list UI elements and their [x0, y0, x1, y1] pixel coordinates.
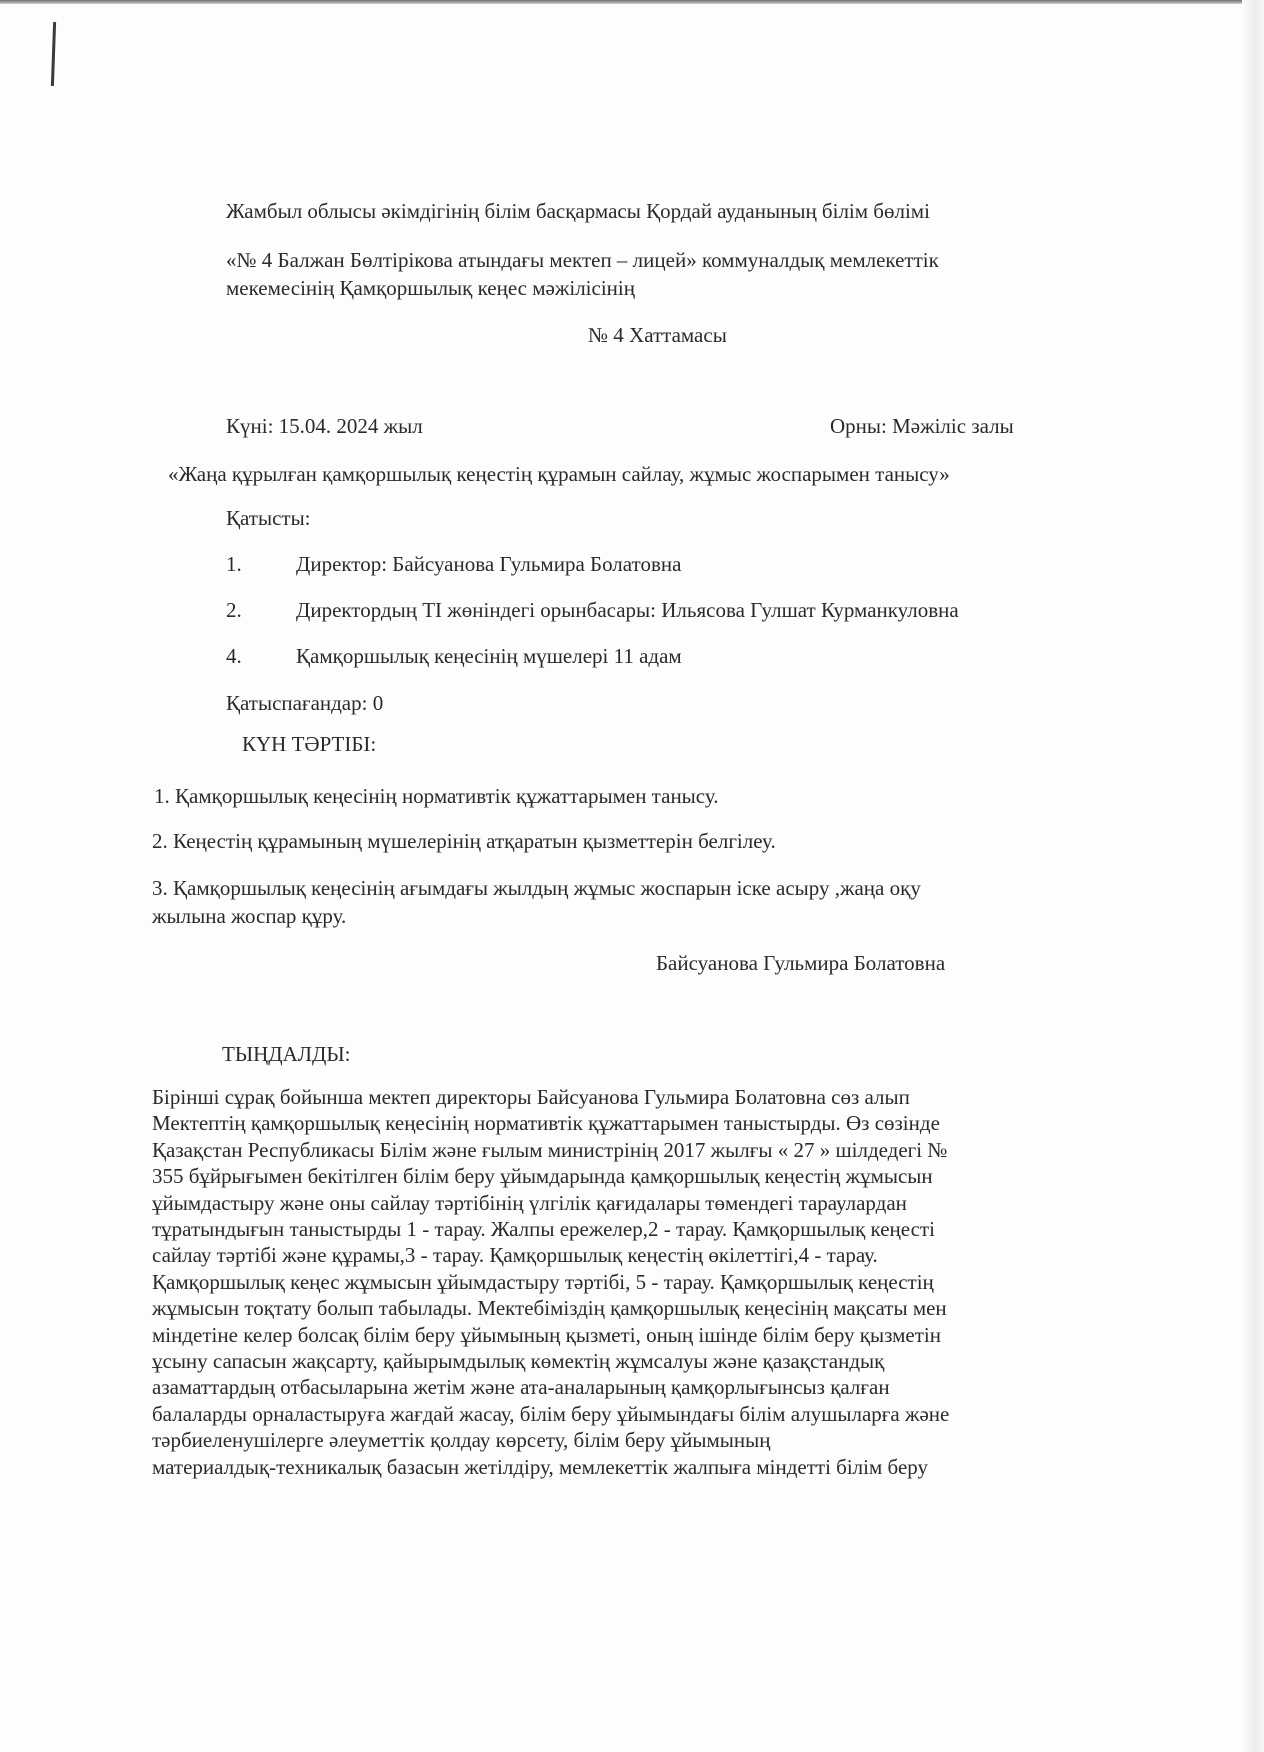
paragraph-line: Бірінші сұрақ бойынша мектеп директоры Байсуанова Гульмира Болатовна сөз алып: [152, 1085, 910, 1109]
paragraph-line: Қамқоршылық кеңес жұмысын ұйымдастыру тәртібі, 5 - тарау. Қамқоршылық кеңестің: [152, 1269, 934, 1294]
paragraph-line: сайлау тәртібі және құрамы,3 - тарау. Қамқоршылық кеңестің өкілеттігі,4 - тарау.: [152, 1243, 878, 1268]
paragraph-line: тұратындығын таныстырды 1 - тарау. Жалпы ережелер,2 - тарау. Қамқоршылық кеңесті: [152, 1217, 935, 1242]
agenda-item-continuation: жылына жоспар құру.: [152, 904, 347, 928]
header-school-line: «№ 4 Балжан Бөлтірікова атындағы мектеп – лицей» коммуналдық мемлекеттік: [226, 248, 939, 272]
paragraph-line: Қазақстан Республикасы Білім және ғылым министрінің 2017 жылғы « 27 » шілдедегі №: [152, 1137, 948, 1162]
heard-title: ТЫҢДАЛДЫ:: [222, 1042, 351, 1066]
agenda-item: 3. Қамқоршылық кеңесінің ағымдағы жылдың жұмыс жоспарын іске асыру ,жаңа оқу: [152, 876, 921, 900]
member-number: 4.: [226, 644, 242, 668]
paragraph-line: 355 бұйрығымен бекітілген білім беру ұйымдарында қамқоршылық кеңестің жұмысын: [152, 1164, 933, 1189]
absent-count: Қатыспағандар: 0: [226, 691, 384, 715]
paragraph-line: ұсыну сапасын жақсарту, қайырымдылық көмектің жұмсалуы және қазақстандық: [152, 1349, 885, 1374]
paragraph-line: материалдық-техникалық базасын жетілдіру, мемлекеттік жалпыға міндетті білім беру: [152, 1454, 928, 1479]
pen-mark: [51, 22, 56, 86]
member-text: Директордың ТІ жөніндегі орынбасары: Ильясова Гулшат Курманкуловна: [296, 598, 959, 622]
paragraph-line: міндетіне келер болсақ білім беру ұйымының қызметі, оның ішінде білім беру қызметін: [152, 1322, 941, 1347]
paragraph-line: жұмысын тоқтату болып табылады. Мектебіміздің қамқоршылық кеңесінің мақсаты мен: [152, 1296, 947, 1321]
scan-edge-top: [0, 0, 1264, 4]
scan-edge-right: [1242, 0, 1264, 1752]
member-text: Директор: Байсуанова Гульмира Болатовна: [296, 552, 682, 576]
meeting-place: Орны: Мәжіліс залы: [830, 414, 1014, 438]
agenda-title: КҮН ТӘРТІБІ:: [242, 732, 377, 756]
agenda-speaker: Байсуанова Гульмира Болатовна: [656, 951, 946, 975]
meeting-date: Күні: 15.04. 2024 жыл: [226, 414, 423, 438]
agenda-item: 2. Кеңестің құрамының мүшелерінің атқаратын қызметтерін белгілеу.: [152, 829, 776, 853]
meeting-topic: «Жаңа құрылған қамқоршылық кеңестің құрамын сайлау, жұмыс жоспарымен танысу»: [168, 462, 950, 486]
paragraph-line: тәрбиеленушілерге әлеуметтік қолдау көрсету, білім беру ұйымының: [152, 1428, 771, 1453]
member-number: 1.: [226, 552, 242, 576]
heard-paragraph: [152, 1084, 1082, 1480]
header-council-line: мекемесінің Қамқоршылық кеңес мәжілісінің: [226, 276, 635, 300]
present-label: Қатысты:: [226, 506, 311, 530]
paragraph-line: Мектептің қамқоршылық кеңесінің нормативтік құжаттарымен таныстырды. Өз сөзінде: [152, 1111, 940, 1136]
paragraph-line: балаларды орналастыруға жағдай жасау, білім беру ұйымындағы білім алушыларға және: [152, 1401, 950, 1426]
member-text: Қамқоршылық кеңесінің мүшелері 11 адам: [296, 644, 682, 668]
header-ministry-line: Жамбыл облысы әкімдігінің білім басқармасы Қордай ауданының білім бөлімі: [226, 199, 930, 223]
agenda-item: 1. Қамқоршылық кеңесінің нормативтік құжаттарымен танысу.: [154, 784, 719, 808]
member-number: 2.: [226, 598, 242, 622]
paragraph-line: ұйымдастыру және оны сайлау тәртібінің үлгілік қағидалары төмендегі тараулардан: [152, 1190, 907, 1215]
paragraph-line: азаматтардың отбасыларына жетім және ата-аналарының қамқорлығынсыз қалған: [152, 1375, 890, 1400]
protocol-title: № 4 Хаттамасы: [588, 323, 727, 347]
